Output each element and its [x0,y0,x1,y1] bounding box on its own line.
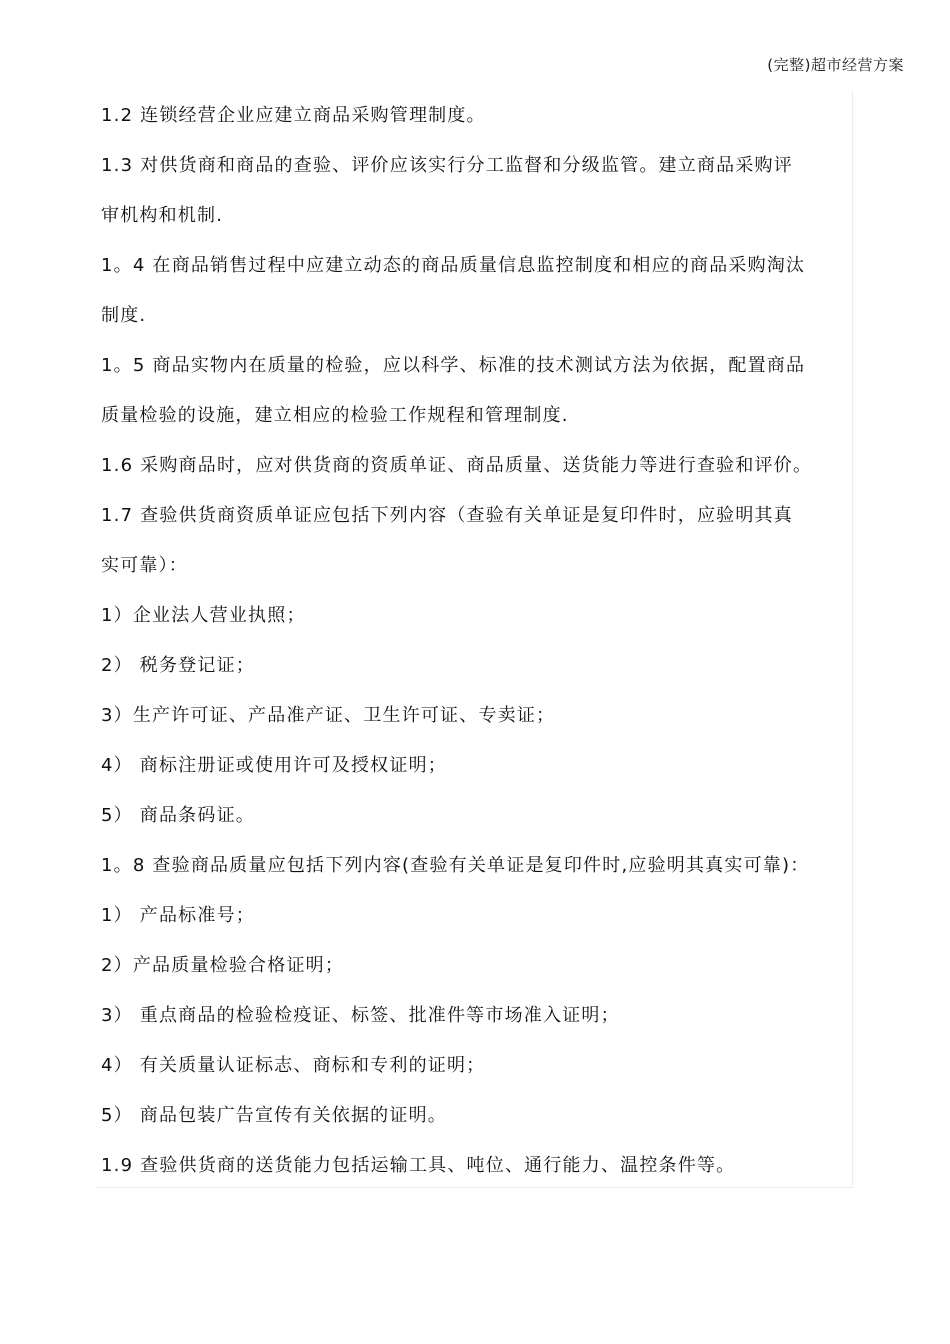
document-line: 5） 商品条码证。 [101,805,255,826]
document-line: 1）企业法人营业执照； [101,605,306,626]
document-line: 制度. [101,305,147,326]
document-line: 1.3 对供货商和商品的查验、评价应该实行分工监督和分级监管。建立商品采购评 [101,155,793,176]
document-line: 1。5 商品实物内在质量的检验，应以科学、标准的技术测试方法为依据，配置商品 [101,355,806,376]
document-line: 5） 商品包装广告宣传有关依据的证明。 [101,1105,447,1126]
document-line: 1.2 连锁经营企业应建立商品采购管理制度。 [101,105,486,126]
page-header-title: (完整)超市经营方案 [767,56,904,74]
document-line: 4） 商标注册证或使用许可及授权证明； [101,755,447,776]
document-line: 质量检验的设施，建立相应的检验工作规程和管理制度. [101,405,569,426]
document-line: 1。4 在商品销售过程中应建立动态的商品质量信息监控制度和相应的商品采购淘汰 [101,255,806,276]
document-line: 2） 税务登记证； [101,655,255,676]
document-body [101,91,861,1191]
document-line: 1。8 查验商品质量应包括下列内容(查验有关单证是复印件时,应验明其真实可靠)： [101,855,810,876]
document-line: 3）生产许可证、产品准产证、卫生许可证、专卖证； [101,705,556,726]
document-line: 2）产品质量检验合格证明； [101,955,345,976]
document-line: 1.6 采购商品时，应对供货商的资质单证、商品质量、送货能力等进行查验和评价。 [101,455,813,476]
document-line: 1.9 查验供货商的送货能力包括运输工具、吨位、通行能力、温控条件等。 [101,1155,736,1176]
document-line: 1） 产品标准号； [101,905,255,926]
document-line: 4） 有关质量认证标志、商标和专利的证明； [101,1055,486,1076]
document-line: 1.7 查验供货商资质单证应包括下列内容（查验有关单证是复印件时，应验明其真 [101,505,793,526]
document-line: 3） 重点商品的检验检疫证、标签、批准件等市场准入证明； [101,1005,620,1026]
document-line: 实可靠）： [101,555,188,576]
document-line: 审机构和机制. [101,205,224,226]
